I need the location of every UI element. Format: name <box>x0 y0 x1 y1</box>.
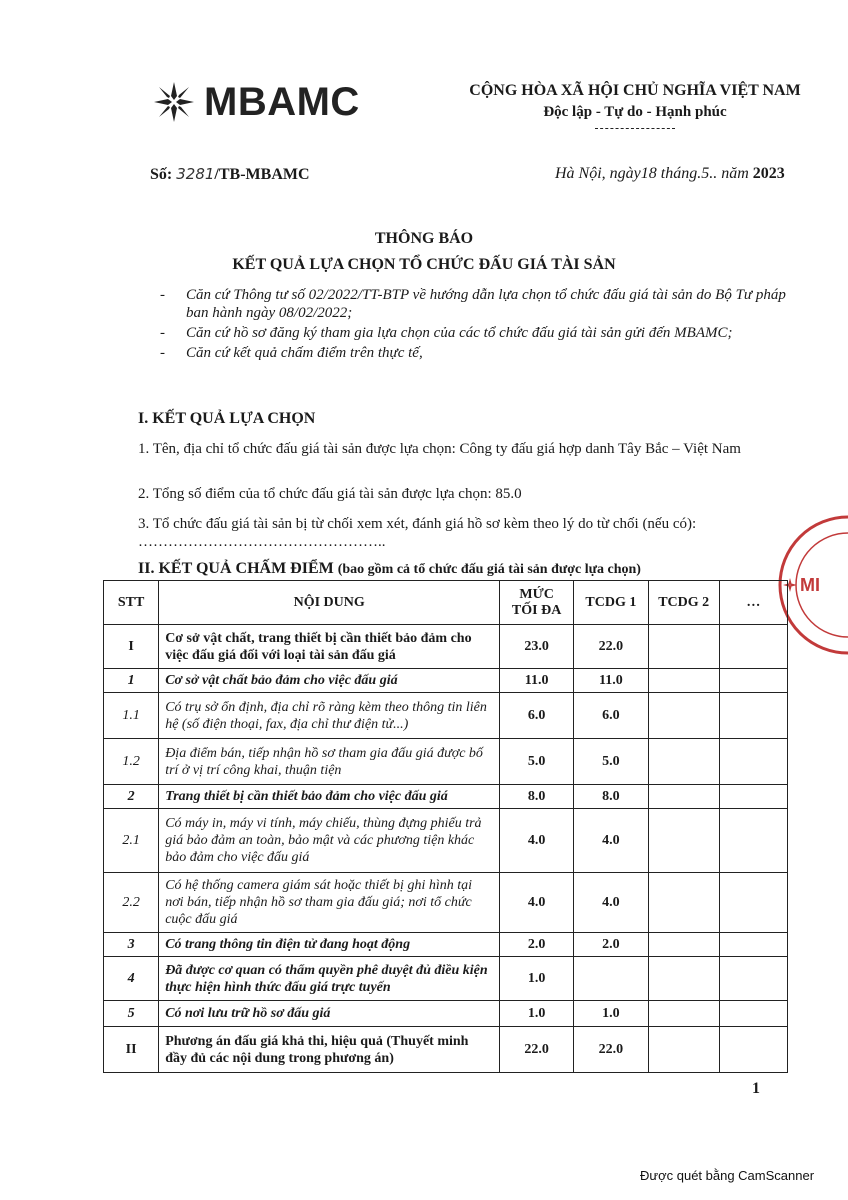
cell-stt: 1.2 <box>104 739 159 785</box>
cell-stt: 5 <box>104 1001 159 1027</box>
table-row <box>104 957 788 1001</box>
cell-max: 1.0 <box>500 1001 574 1027</box>
cell-content: Trang thiết bị cần thiết bảo đảm cho việc đấu giá <box>159 785 500 809</box>
col-tcdg2: TCDG 2 <box>648 581 719 625</box>
table-row <box>104 809 788 873</box>
col-content: NỘI DUNG <box>159 581 500 625</box>
cell-content: Có máy in, máy vi tính, máy chiếu, thùng đựng phiếu trả giá bảo đảm an toàn, bảo mật và các phương tiện khác bảo đảm cho việc đấu giá <box>159 809 500 873</box>
col-more: … <box>719 581 787 625</box>
cell-tcdg1: 22.0 <box>574 1027 649 1073</box>
col-stt: STT <box>104 581 159 625</box>
notice-title: THÔNG BÁO <box>374 230 474 247</box>
cell-content: Phương án đấu giá khả thi, hiệu quả (Thuyết minh đầy đủ các nội dung trong phương án) <box>159 1027 500 1073</box>
cell-tcdg2 <box>648 625 719 669</box>
section-2-heading <box>138 560 641 578</box>
score-table <box>103 580 788 1073</box>
logo-text: MBAMC <box>204 79 360 124</box>
place-date-part: .. năm <box>709 165 749 182</box>
cell-more <box>719 933 787 957</box>
page-number: 1 <box>752 1080 760 1097</box>
cell-content: Địa điểm bán, tiếp nhận hồ sơ tham gia đấu giá được bố trí ở vị trí công khai, thuận tiện <box>159 739 500 785</box>
national-motto: Độc lập - Tự do - Hạnh phúc <box>543 104 727 120</box>
cell-content: Có trụ sở ổn định, địa chỉ rõ ràng kèm theo thông tin liên hệ (số điện thoại, fax, địa chỉ thư điện tử...) <box>159 693 500 739</box>
doc-number-prefix: Số: <box>150 166 173 183</box>
cell-tcdg2 <box>648 873 719 933</box>
legal-basis-item: - Căn cứ Thông tư số 02/2022/TT-BTP về hướng dẫn lựa chọn tổ chức đấu giá tài sản do Bộ Tư pháp ban hành ngày 08/02/2022; <box>160 286 800 322</box>
cell-tcdg2 <box>648 1027 719 1073</box>
cell-max: 5.0 <box>500 739 574 785</box>
company-logo <box>150 78 360 126</box>
section-2-note: (bao gồm cả tổ chức đấu giá tài sản được lựa chọn) <box>337 562 641 577</box>
motto-underline <box>595 128 675 129</box>
cell-tcdg2 <box>648 669 719 693</box>
table-row <box>104 1027 788 1073</box>
date-year: 2023 <box>752 165 785 182</box>
total-score: 2. Tổng số điểm của tổ chức đấu giá tài sản được lựa chọn: 85.0 <box>138 486 522 502</box>
table-row <box>104 933 788 957</box>
date-day: 18 <box>640 165 657 182</box>
table-row <box>104 739 788 785</box>
cell-tcdg2 <box>648 957 719 1001</box>
cell-max: 23.0 <box>500 625 574 669</box>
cell-tcdg1: 8.0 <box>574 785 649 809</box>
cell-tcdg2 <box>648 739 719 785</box>
section-1-heading: I. KẾT QUẢ LỰA CHỌN <box>138 410 316 427</box>
table-row <box>104 693 788 739</box>
col-tcdg1: TCDG 1 <box>574 581 649 625</box>
cell-content: Có hệ thống camera giám sát hoặc thiết bị ghi hình tại nơi bán, tiếp nhận hồ sơ tham gia đấu giá; nơi tổ chức cuộc đấu giá <box>159 873 500 933</box>
cell-tcdg1: 2.0 <box>574 933 649 957</box>
cell-max: 22.0 <box>500 1027 574 1073</box>
place-and-date: Hà Nội, ngày18 tháng.5.. năm 2023 <box>555 165 785 182</box>
stamp-text: MI <box>800 575 820 595</box>
cell-tcdg2 <box>648 785 719 809</box>
cell-more <box>719 873 787 933</box>
table-row <box>104 1001 788 1027</box>
cell-tcdg1: 5.0 <box>574 739 649 785</box>
cell-stt: 4 <box>104 957 159 1001</box>
cell-content: Cơ sở vật chất, trang thiết bị cần thiết bảo đảm cho việc đấu giá đối với loại tài sản đấu giá <box>159 625 500 669</box>
cell-more <box>719 785 787 809</box>
place-date-part: tháng <box>660 165 698 182</box>
cell-tcdg1 <box>574 957 649 1001</box>
legal-basis-item: - Căn cứ kết quả chấm điểm trên thực tế, <box>160 344 800 362</box>
table-row <box>104 873 788 933</box>
scanner-watermark: Được quét bằng CamScanner <box>640 1168 815 1183</box>
cell-more <box>719 1027 787 1073</box>
cell-max: 2.0 <box>500 933 574 957</box>
cell-content: Cơ sở vật chất bảo đảm cho việc đấu giá <box>159 669 500 693</box>
cell-tcdg1: 1.0 <box>574 1001 649 1027</box>
table-row <box>104 625 788 669</box>
cell-tcdg2 <box>648 809 719 873</box>
cell-tcdg1: 4.0 <box>574 873 649 933</box>
cell-max: 11.0 <box>500 669 574 693</box>
cell-stt: 1.1 <box>104 693 159 739</box>
cell-max: 1.0 <box>500 957 574 1001</box>
cell-more <box>719 957 787 1001</box>
nation-heading: CỘNG HÒA XÃ HỘI CHỦ NGHĨA VIỆT NAM <box>469 82 801 99</box>
cell-more <box>719 693 787 739</box>
cell-tcdg1: 4.0 <box>574 809 649 873</box>
cell-max: 8.0 <box>500 785 574 809</box>
cell-content: Đã được cơ quan có thẩm quyền phê duyệt đủ điều kiện thực hiện hình thức đấu giá trực tuyến <box>159 957 500 1001</box>
cell-tcdg2 <box>648 1001 719 1027</box>
cell-tcdg2 <box>648 933 719 957</box>
document-number <box>150 165 310 184</box>
place-date-part: Hà Nội, ngày <box>555 165 641 182</box>
section-2-title: II. KẾT QUẢ CHẤM ĐIỂM <box>138 560 334 577</box>
table-header-row <box>104 581 788 625</box>
cell-more <box>719 625 787 669</box>
cell-more <box>719 669 787 693</box>
cell-more <box>719 809 787 873</box>
table-row <box>104 785 788 809</box>
notice-subtitle: KẾT QUẢ LỰA CHỌN TỔ CHỨC ĐẤU GIÁ TÀI SẢN <box>232 256 616 273</box>
cell-max: 4.0 <box>500 809 574 873</box>
cell-stt: I <box>104 625 159 669</box>
doc-number-suffix: /TB-MBAMC <box>214 166 310 183</box>
cell-tcdg1: 11.0 <box>574 669 649 693</box>
selected-organization: 1. Tên, địa chỉ tổ chức đấu giá tài sản được lựa chọn: Công ty đấu giá hợp danh Tây Bắc – Việt Nam <box>138 441 741 457</box>
cell-more <box>719 739 787 785</box>
legal-basis-item: - Căn cứ hồ sơ đăng ký tham gia lựa chọn của các tổ chức đấu giá tài sản gửi đến MBAMC; <box>160 324 800 342</box>
cell-tcdg2 <box>648 693 719 739</box>
cell-stt: 2.1 <box>104 809 159 873</box>
cell-stt: II <box>104 1027 159 1073</box>
date-month: 5 <box>701 165 710 182</box>
cell-stt: 1 <box>104 669 159 693</box>
legal-basis-list <box>160 286 800 364</box>
cell-tcdg1: 6.0 <box>574 693 649 739</box>
cell-max: 4.0 <box>500 873 574 933</box>
cell-content: Có trang thông tin điện tử đang hoạt động <box>159 933 500 957</box>
rejected-organizations: 3. Tổ chức đấu giá tài sản bị từ chối xem xét, đánh giá hồ sơ kèm theo lý do từ chối (nếu có): ………………………………………….. <box>138 516 697 550</box>
cell-stt: 2 <box>104 785 159 809</box>
cell-content: Có nơi lưu trữ hồ sơ đấu giá <box>159 1001 500 1027</box>
table-row <box>104 669 788 693</box>
cell-more <box>719 1001 787 1027</box>
cell-tcdg1: 22.0 <box>574 625 649 669</box>
cell-stt: 2.2 <box>104 873 159 933</box>
doc-number-handwritten: 3281 <box>176 165 215 183</box>
cell-stt: 3 <box>104 933 159 957</box>
mbamc-star-icon <box>150 78 198 126</box>
cell-max: 6.0 <box>500 693 574 739</box>
col-max: MỨC TỐI ĐA <box>500 581 574 625</box>
